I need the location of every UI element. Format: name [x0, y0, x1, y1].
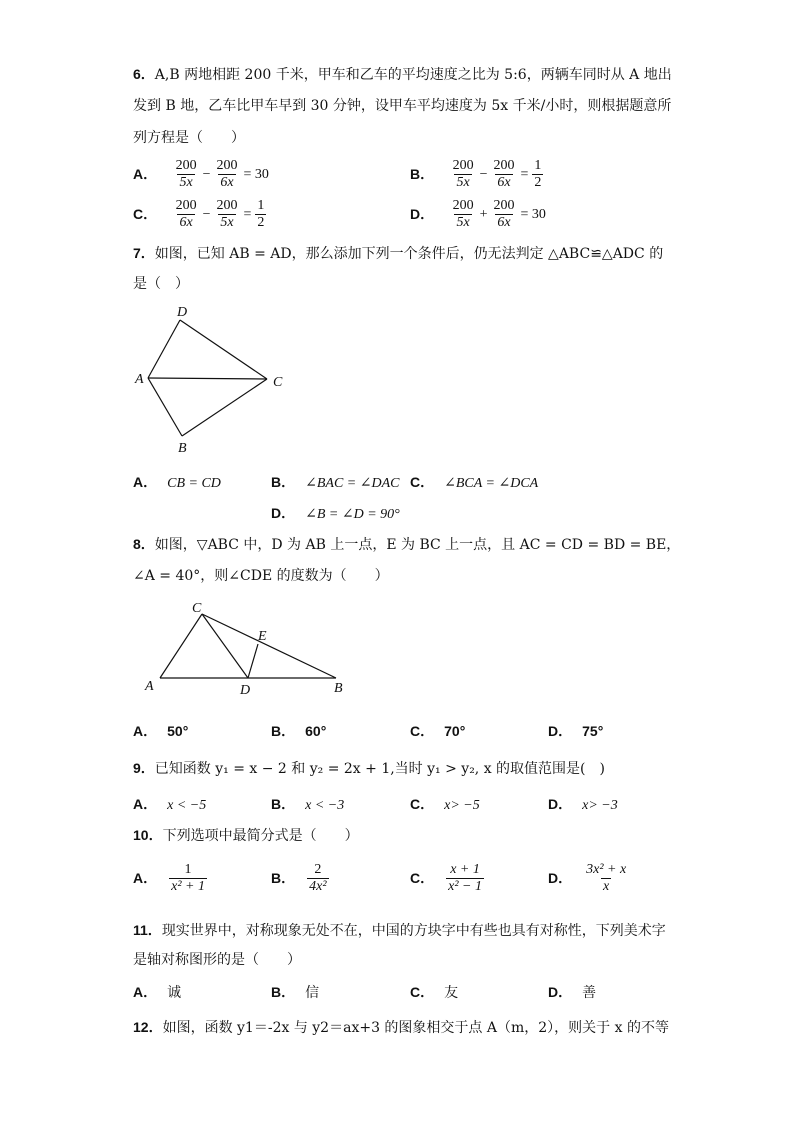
q8-segment-ac [160, 614, 202, 678]
q7-label-b: B [178, 441, 187, 456]
q7-line2: 是（ ） [133, 276, 189, 292]
q8-option-a[interactable]: A． 50° [133, 723, 189, 739]
q6-option-d[interactable]: D． $\frac{200}{5x}$ + $\frac{200}{6x}$ = 30 [410, 198, 546, 230]
q7-line1: 7．如图，已知 AB = AD，那么添加下列一个条件后，仍无法判定 △ABC≌△ADC 的 [133, 245, 664, 262]
q7-segment-ad [148, 320, 180, 378]
q8-label-a: A [145, 679, 154, 694]
q6-line3: 列方程是（ ） [133, 130, 245, 146]
q8-label-b: B [334, 681, 343, 696]
q8-line1: 8．如图，▽ABC 中，D 为 AB 上一点，E 为 BC 上一点，且 AC = CD = BD = BE， [133, 536, 681, 553]
q7-option-c[interactable]: C． ∠BCA = ∠DCA [410, 474, 539, 491]
q8-label-e: E [258, 629, 267, 644]
q8-label-d: D [240, 683, 251, 698]
q10-option-b[interactable]: B． $\frac{2}{\text{4x²}}$ [271, 862, 327, 894]
q8-segment-cd [202, 614, 248, 678]
q12-line1: 12．如图，函数 y1＝-2x 与 y2＝ax+3 的图象相交于点 A（m，2），则关于 x 的不等 [133, 1019, 669, 1036]
q8-line2: ∠A = 40°，则∠CDE 的度数为（ ） [133, 568, 389, 584]
q6-option-a[interactable]: A． $\frac{200}{5x}$ − $\frac{200}{6x}$ = 30 [133, 158, 269, 190]
q11-option-c[interactable]: C． 友 [410, 984, 459, 1001]
q10-option-c[interactable]: C． $\frac{x + 1}{\text{x² − 1}}$ [410, 862, 482, 894]
q11-option-a[interactable]: A． 诚 [133, 984, 182, 1001]
q9-option-d[interactable]: D． x> −3 [548, 796, 618, 813]
q9-option-c[interactable]: C． x> −5 [410, 796, 480, 813]
q9-option-a[interactable]: A． x < −5 [133, 796, 207, 813]
q8-option-c[interactable]: C． 70° [410, 723, 466, 739]
q7-segment-ab [148, 378, 182, 436]
q7-option-b[interactable]: B． ∠BAC = ∠DAC [271, 474, 400, 491]
q6-line2: 发到 B 地，乙车比甲车早到 30 分钟，设甲车平均速度为 5x 千米/小时，则根据题意所 [133, 98, 672, 114]
q7-segment-dc [180, 320, 267, 379]
q7-label-a: A [135, 372, 144, 387]
q9-option-b[interactable]: B． x < −3 [271, 796, 345, 813]
q7-segment-bc [182, 379, 267, 436]
q7-figure-quadrilateral [130, 300, 300, 460]
q9-line1: 9．已知函数 y₁ = x − 2 和 y₂ = 2x + 1,当时 y₁ > y₂, x 的取值范围是( ) [133, 760, 605, 777]
q11-option-b[interactable]: B． 信 [271, 984, 320, 1001]
q10-option-a[interactable]: A． $\frac{1}{\text{x² + 1}}$ [133, 862, 205, 894]
q7-label-d: D [177, 305, 188, 320]
q6-line1: 6．A,B 两地相距 200 千米，甲车和乙车的平均速度之比为 5:6，两辆车同时从 A 地出 [133, 66, 672, 83]
q8-label-c: C [192, 601, 202, 616]
q8-segment-cb [202, 614, 336, 678]
q8-option-b[interactable]: B． 60° [271, 723, 327, 739]
q7-option-d[interactable]: D． ∠B = ∠D = 90° [271, 505, 400, 522]
q8-option-d[interactable]: D． 75° [548, 723, 604, 739]
q7-option-a[interactable]: A． CB = CD [133, 474, 221, 491]
q11-line1: 11．现实世界中，对称现象无处不在，中国的方块字中有些也具有对称性，下列美术字 [133, 922, 666, 939]
q6-option-b[interactable]: B． $\frac{200}{5x}$ − $\frac{200}{6x}$ = $\frac{1}{2}$ [410, 158, 542, 190]
q7-label-c: C [273, 375, 283, 390]
q8-segment-de [248, 644, 258, 678]
q7-segment-ac [148, 378, 267, 379]
q8-figure-triangle [140, 598, 355, 700]
q11-line2: 是轴对称图形的是（ ） [133, 952, 301, 968]
q10-option-d[interactable]: D． $\frac{\text{3x² + x}}{x}$ [548, 862, 627, 894]
q11-option-d[interactable]: D． 善 [548, 984, 597, 1001]
q6-option-c[interactable]: C． $\frac{200}{6x}$ − $\frac{200}{5x}$ = $\frac{1}{2}$ [133, 198, 265, 230]
q10-line1: 10．下列选项中最简分式是（ ） [133, 827, 359, 844]
